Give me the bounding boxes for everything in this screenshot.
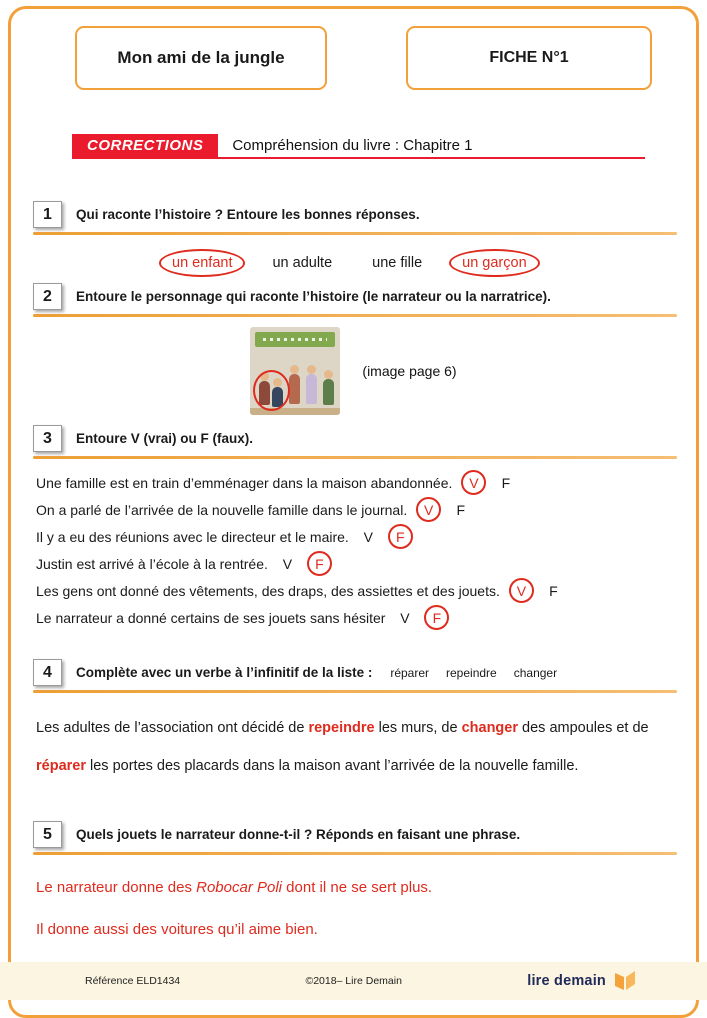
narrator-circle-annotation [253,370,290,411]
vf-statement-text: Une famille est en train d’emménager dans la maison abandonnée. [36,474,453,491]
corrections-header [72,134,645,159]
vf-statement-row [36,577,677,604]
vf-statement-text: Les gens ont donné des vêtements, des draps, des assiettes et des jouets. [36,582,500,599]
answer-line [36,867,671,909]
footer-reference: Référence ELD1434 [85,975,181,987]
corrections-badge: CORRECTIONS [72,134,218,157]
question-1-prompt: Qui raconte l’histoire ? Entoure les bonnes réponses. [76,207,420,222]
story-illustration [250,327,340,415]
vf-statement-text: On a parlé de l’arrivée de la nouvelle famille dans le journal. [36,501,408,518]
verb-answer: changer [461,720,519,736]
verb-answer: repeindre [308,720,375,736]
vf-statement-text: Le narrateur a donné certains de ses jouets sans hésiter [36,609,386,626]
word-bank-item: réparer [390,665,430,680]
character-figure [306,374,317,404]
question-2-header [33,283,677,317]
paragraph-text: les murs, de [374,720,462,736]
vf-answer-circled-F: F [424,605,449,630]
q4-paragraph [36,709,671,785]
paragraph-text: des ampoules et de [518,720,649,736]
vf-statement-row [36,550,677,577]
book-icon [613,971,637,991]
q1-options [172,255,707,271]
question-5-header [33,821,677,855]
vf-statement-text: Il y a eu des réunions avec le directeur et le maire. [36,528,349,545]
vf-answer-circled-F: F [307,551,332,576]
verb-answer: réparer [36,758,86,774]
question-1-header [33,201,677,235]
question-3-header [33,425,677,459]
q1-option-circled: un enfant [172,255,233,271]
q1-option-circled: un garçon [462,255,527,271]
question-4-number: 4 [33,659,62,686]
image-caption: (image page 6) [362,363,457,379]
paragraph-text: Les adultes de l’association ont décidé de [36,720,309,736]
q1-option: une fille [372,255,423,271]
vf-statement-row [36,523,677,550]
question-5-number: 5 [33,821,62,848]
answer-line [36,909,671,951]
vf-answer-F: F [456,501,465,518]
question-2-number: 2 [33,283,62,310]
chapter-subtitle: Compréhension du livre : Chapitre 1 [232,137,473,154]
answer-text: Le narrateur donne des [36,879,197,896]
q4-word-bank [390,666,557,680]
q5-answers [36,867,671,951]
illustration-banner [255,332,335,347]
publisher-logo-text: lire demain [527,973,606,989]
vf-answer-circled-F: F [388,524,413,549]
vf-answer-circled-V: V [416,497,441,522]
question-3-prompt: Entoure V (vrai) ou F (faux). [76,431,254,446]
vf-answer-V: V [363,528,373,545]
answer-text: dont il ne se sert plus. [282,879,433,896]
sheet-number-box: FICHE N°1 [406,26,652,90]
paragraph-text: les portes des placards dans la maison avant l’arrivée de la nouvelle famille. [85,758,579,774]
vf-answer-circled-V: V [509,578,534,603]
question-5-prompt: Quels jouets le narrateur donne-t-il ? Réponds en faisant une phrase. [76,827,521,842]
vf-answer-F: F [549,582,558,599]
vf-answer-F: F [501,474,511,491]
answer-title-italic: Robocar Poli [196,879,283,896]
q1-option: un adulte [272,255,333,271]
q2-image-row [0,327,707,415]
vf-answer-V: V [400,609,410,626]
character-figure [323,379,334,405]
question-1-number: 1 [33,201,62,228]
footer-copyright: ©2018– Lire Demain [305,975,402,987]
vf-statement-row [36,604,677,631]
word-bank-item: changer [513,665,558,680]
vf-statement-row [36,469,677,496]
vf-answer-V: V [282,555,293,572]
vf-statement-text: Justin est arrivé à l’école à la rentrée. [36,555,268,572]
question-3-number: 3 [33,425,62,452]
word-bank-item: repeindre [446,665,497,680]
publisher-logo [527,971,637,991]
q3-statements [36,469,677,631]
character-figure [289,374,300,404]
answer-text: Il donne aussi des voitures qu’il aime bien. [36,921,318,938]
footer [0,962,707,1000]
book-title-box: Mon ami de la jungle [75,26,327,90]
question-4-header [33,659,677,693]
vf-statement-row [36,496,677,523]
question-4-prompt: Complète avec un verbe à l’infinitif de la liste : [76,665,373,680]
question-2-prompt: Entoure le personnage qui raconte l’histoire (le narrateur ou la narratrice). [76,289,551,304]
vf-answer-circled-V: V [461,470,486,495]
title-row [75,26,652,90]
